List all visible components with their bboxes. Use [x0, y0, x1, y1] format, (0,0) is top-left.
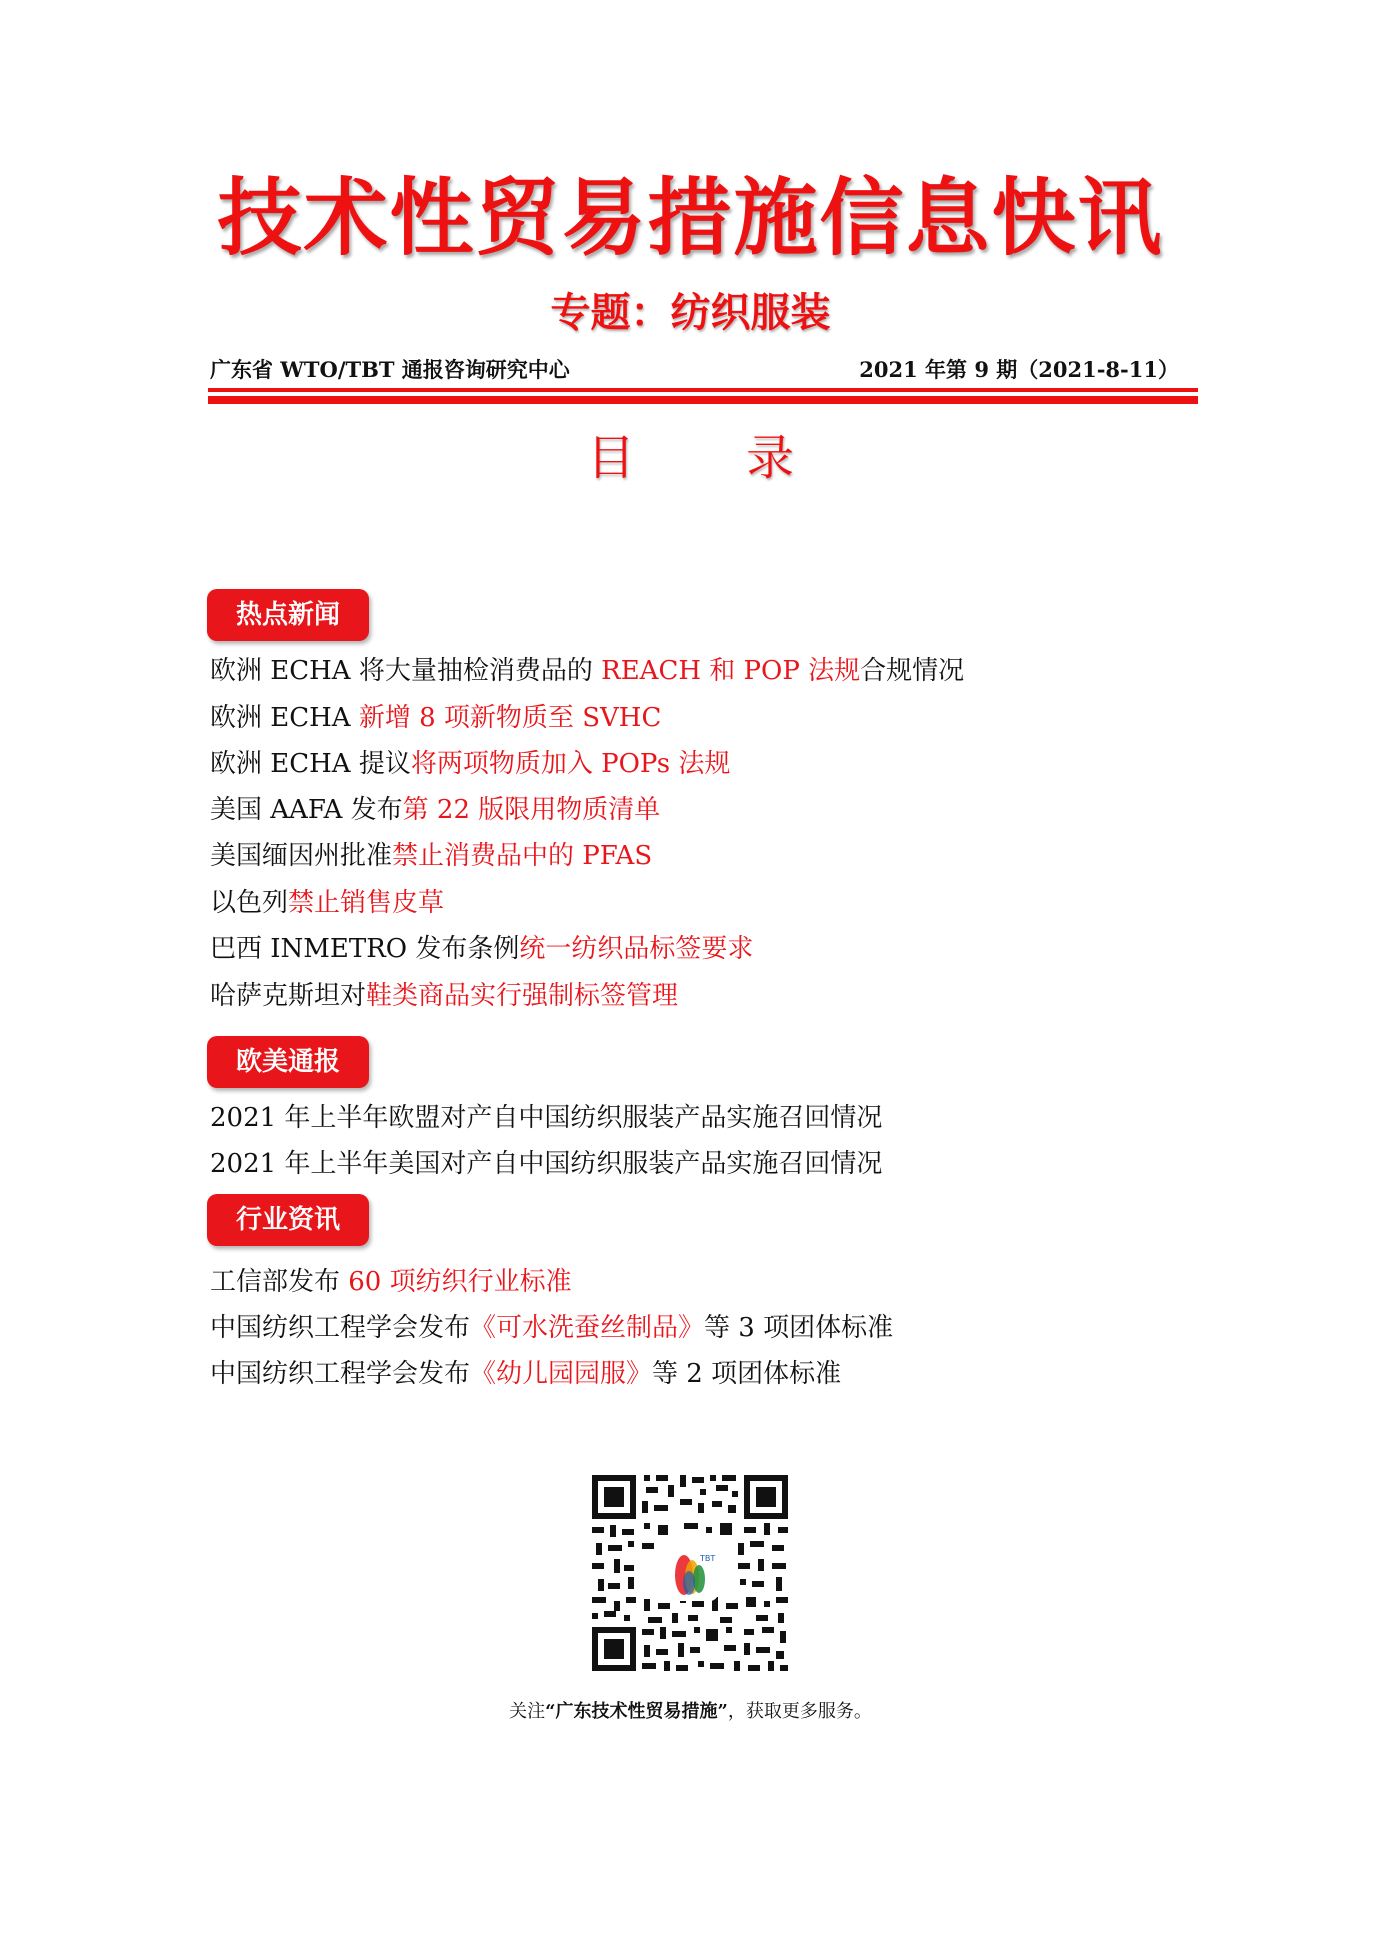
- toc-item[interactable]: [210, 929, 753, 969]
- header-divider-thin: [208, 388, 1198, 392]
- item-highlight: 60 项纺织行业标准: [348, 1267, 572, 1297]
- item-highlight: 禁止消费品中的 PFAS: [392, 841, 653, 871]
- item-text: 中国纺织工程学会发布: [210, 1359, 471, 1389]
- item-highlight: 《可水洗蚕丝制品》: [470, 1313, 705, 1343]
- toc-item[interactable]: [210, 790, 660, 830]
- item-text-tail: 等 3 项团体标准: [704, 1313, 894, 1343]
- item-text: 2021 年上半年美国对产自中国纺织服装产品实施召回情况: [210, 1149, 883, 1179]
- toc-item[interactable]: [210, 836, 652, 876]
- item-text: 欧洲 ECHA 将大量抽检消费品的: [210, 656, 602, 686]
- item-text: 美国 AAFA 发布: [210, 795, 403, 825]
- item-text-tail: 等 2 项团体标准: [652, 1359, 842, 1389]
- newsletter-subtitle: 专题：纺织服装: [550, 290, 831, 336]
- toc-item[interactable]: [210, 883, 444, 923]
- item-text: 以色列: [210, 888, 289, 918]
- item-text: 美国缅因州批准: [210, 841, 393, 871]
- item-text: 中国纺织工程学会发布: [210, 1313, 471, 1343]
- item-text-tail: 合规情况: [860, 656, 965, 686]
- toc-item[interactable]: [210, 1354, 841, 1394]
- publication-bar: [210, 352, 1197, 388]
- toc-title: 目 录: [586, 430, 843, 486]
- toc-item[interactable]: [210, 651, 964, 691]
- item-highlight: REACH 和 POP 法规: [601, 656, 861, 686]
- section-label-industry-news: 行业资讯: [207, 1194, 369, 1246]
- item-text: 巴西 INMETRO 发布条例: [210, 934, 520, 964]
- issue-number: 2021 年第 9 期（2021-8-11）: [859, 357, 1179, 382]
- section-label-hot-news: 热点新闻: [207, 589, 369, 641]
- item-highlight: 新增 8 项新物质至 SVHC: [358, 703, 662, 733]
- caption-text-tail: ，获取更多服务。: [727, 1701, 872, 1722]
- tbt-logo-icon: [662, 1545, 718, 1601]
- item-highlight: 《幼儿园园服》: [470, 1359, 653, 1389]
- toc-item[interactable]: [210, 744, 730, 784]
- item-text: 欧洲 ECHA 提议: [210, 749, 411, 779]
- header-divider-thick: [208, 396, 1198, 404]
- toc-item[interactable]: [210, 698, 661, 738]
- item-highlight: 鞋类商品实行强制标签管理: [366, 981, 679, 1011]
- qr-caption: [0, 1697, 1381, 1727]
- toc-item[interactable]: [210, 1308, 893, 1348]
- section-label-eu-us-notifications: 欧美通报: [207, 1036, 369, 1088]
- toc-item[interactable]: [210, 1098, 882, 1138]
- item-highlight: 将两项物质加入 POPs 法规: [410, 749, 731, 779]
- item-text: 2021 年上半年欧盟对产自中国纺织服装产品实施召回情况: [210, 1103, 883, 1133]
- caption-account-name: “广东技术性贸易措施”: [545, 1701, 728, 1722]
- caption-text: 关注: [509, 1701, 546, 1722]
- toc-item[interactable]: [210, 1144, 882, 1184]
- newsletter-title: 技术性贸易措施信息快讯: [217, 169, 1164, 267]
- item-highlight: 禁止销售皮草: [288, 888, 445, 918]
- item-text: 欧洲 ECHA: [210, 703, 359, 733]
- item-text: 哈萨克斯坦对: [210, 981, 367, 1011]
- toc-item[interactable]: [210, 976, 678, 1016]
- toc-item[interactable]: [210, 1262, 572, 1302]
- qr-code[interactable]: [588, 1471, 792, 1675]
- logo-text: TBT: [700, 1554, 716, 1563]
- item-highlight: 统一纺织品标签要求: [519, 934, 754, 964]
- item-highlight: 第 22 版限用物质清单: [402, 795, 661, 825]
- organization-name: 广东省 WTO/TBT 通报咨询研究中心: [210, 357, 570, 382]
- item-text: 工信部发布: [210, 1267, 349, 1297]
